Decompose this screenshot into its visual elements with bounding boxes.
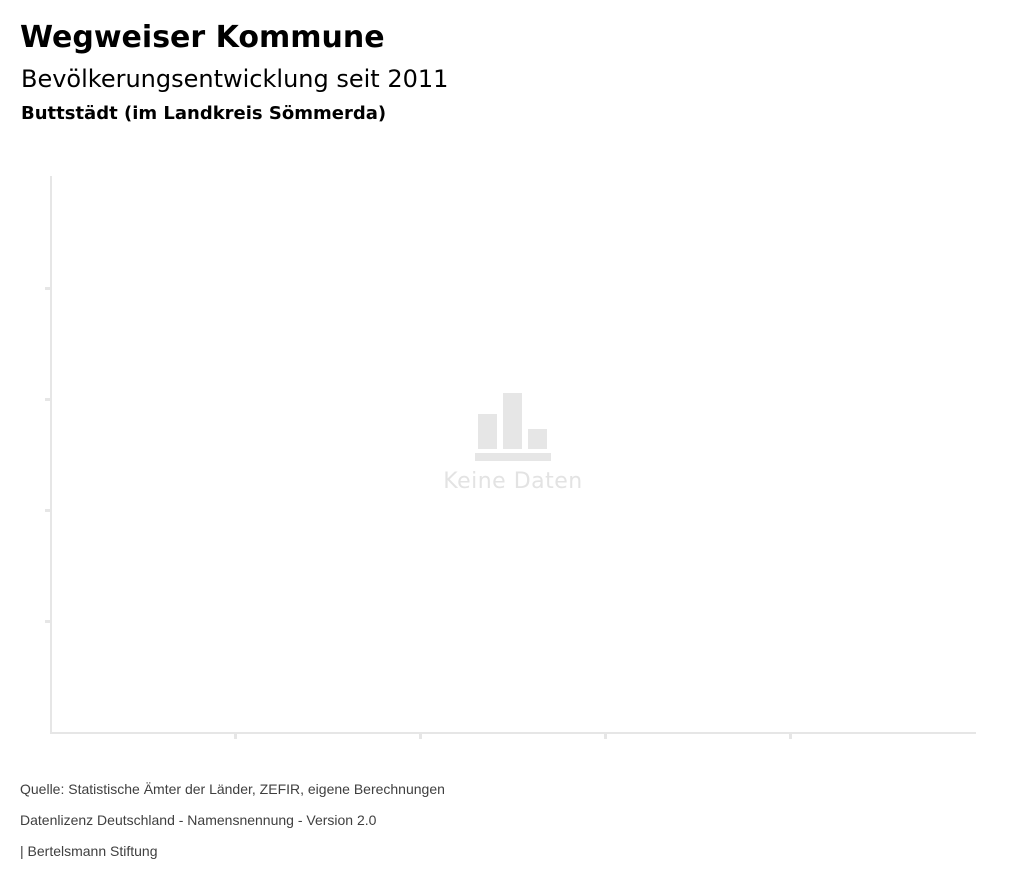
- source-text: Quelle: Statistische Ämter der Länder, ZEFIR, eigene Berechnungen: [20, 781, 445, 797]
- y-axis-tick: [45, 398, 50, 401]
- y-axis-tick: [45, 620, 50, 623]
- bar-chart-icon-bar-medium: [478, 414, 497, 449]
- bar-chart-icon-baseline: [475, 453, 551, 461]
- y-axis-tick: [45, 287, 50, 290]
- chart-title: Bevölkerungsentwicklung seit 2011: [21, 65, 449, 93]
- bar-chart-icon-bar-short: [528, 429, 547, 449]
- x-axis-tick: [419, 734, 422, 739]
- x-axis-line: [50, 732, 976, 734]
- attribution-text: | Bertelsmann Stiftung: [20, 843, 158, 859]
- no-data-message: Keine Daten: [443, 469, 583, 494]
- license-text: Datenlizenz Deutschland - Namensnennung - Version 2.0: [20, 812, 377, 828]
- municipality-label: Buttstädt (im Landkreis Sömmerda): [21, 103, 387, 124]
- page-title: Wegweiser Kommune: [20, 20, 385, 55]
- x-axis-tick: [604, 734, 607, 739]
- x-axis-tick: [234, 734, 237, 739]
- bar-chart-icon-bar-tall: [503, 393, 522, 449]
- y-axis-tick: [45, 509, 50, 512]
- y-axis-line: [50, 176, 52, 733]
- x-axis-tick: [789, 734, 792, 739]
